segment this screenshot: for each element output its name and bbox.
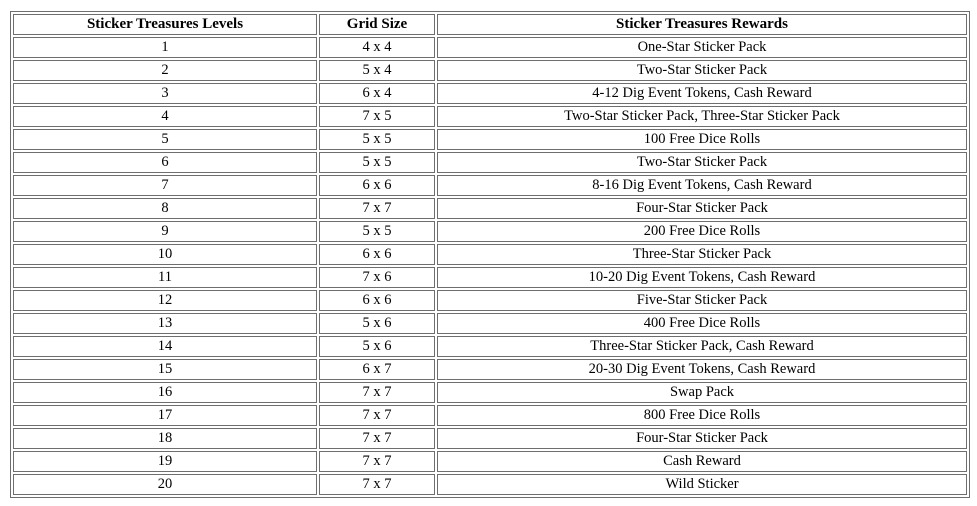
- cell-reward: 800 Free Dice Rolls: [437, 405, 967, 426]
- cell-reward: Two-Star Sticker Pack, Three-Star Sticker Pack: [437, 106, 967, 127]
- cell-level: 16: [13, 382, 317, 403]
- cell-level: 1: [13, 37, 317, 58]
- cell-reward: Cash Reward: [437, 451, 967, 472]
- sticker-treasures-table: [10, 11, 970, 498]
- cell-level: 10: [13, 244, 317, 265]
- cell-reward: 400 Free Dice Rolls: [437, 313, 967, 334]
- table-row: [13, 60, 967, 81]
- cell-level: 2: [13, 60, 317, 81]
- table-row: [13, 37, 967, 58]
- cell-reward: 10-20 Dig Event Tokens, Cash Reward: [437, 267, 967, 288]
- table-row: [13, 359, 967, 380]
- cell-level: 4: [13, 106, 317, 127]
- cell-reward: Two-Star Sticker Pack: [437, 152, 967, 173]
- cell-reward: Swap Pack: [437, 382, 967, 403]
- cell-reward: One-Star Sticker Pack: [437, 37, 967, 58]
- cell-grid-size: 7 x 7: [319, 382, 435, 403]
- cell-level: 20: [13, 474, 317, 495]
- cell-level: 3: [13, 83, 317, 104]
- cell-grid-size: 5 x 5: [319, 221, 435, 242]
- table-row: [13, 382, 967, 403]
- cell-grid-size: 4 x 4: [319, 37, 435, 58]
- cell-grid-size: 7 x 7: [319, 405, 435, 426]
- table-row: [13, 129, 967, 150]
- cell-level: 8: [13, 198, 317, 219]
- table-body: [13, 37, 967, 495]
- column-header-levels: Sticker Treasures Levels: [13, 14, 317, 35]
- cell-grid-size: 7 x 5: [319, 106, 435, 127]
- table-row: [13, 106, 967, 127]
- cell-grid-size: 6 x 6: [319, 244, 435, 265]
- cell-level: 15: [13, 359, 317, 380]
- cell-reward: Four-Star Sticker Pack: [437, 428, 967, 449]
- cell-grid-size: 7 x 7: [319, 428, 435, 449]
- table-row: [13, 290, 967, 311]
- cell-level: 18: [13, 428, 317, 449]
- cell-level: 17: [13, 405, 317, 426]
- cell-level: 6: [13, 152, 317, 173]
- cell-grid-size: 5 x 4: [319, 60, 435, 81]
- cell-reward: Wild Sticker: [437, 474, 967, 495]
- table-row: [13, 175, 967, 196]
- table-row: [13, 267, 967, 288]
- cell-reward: Two-Star Sticker Pack: [437, 60, 967, 81]
- cell-grid-size: 5 x 6: [319, 336, 435, 357]
- cell-grid-size: 7 x 7: [319, 198, 435, 219]
- cell-level: 19: [13, 451, 317, 472]
- cell-reward: Five-Star Sticker Pack: [437, 290, 967, 311]
- cell-grid-size: 6 x 4: [319, 83, 435, 104]
- cell-level: 7: [13, 175, 317, 196]
- cell-reward: 200 Free Dice Rolls: [437, 221, 967, 242]
- cell-reward: 4-12 Dig Event Tokens, Cash Reward: [437, 83, 967, 104]
- cell-reward: 8-16 Dig Event Tokens, Cash Reward: [437, 175, 967, 196]
- cell-grid-size: 6 x 7: [319, 359, 435, 380]
- table-row: [13, 405, 967, 426]
- cell-grid-size: 5 x 6: [319, 313, 435, 334]
- column-header-grid-size: Grid Size: [319, 14, 435, 35]
- table-row: [13, 244, 967, 265]
- cell-level: 9: [13, 221, 317, 242]
- table-row: [13, 198, 967, 219]
- cell-level: 13: [13, 313, 317, 334]
- cell-reward: Three-Star Sticker Pack: [437, 244, 967, 265]
- cell-reward: 20-30 Dig Event Tokens, Cash Reward: [437, 359, 967, 380]
- cell-level: 14: [13, 336, 317, 357]
- cell-grid-size: 7 x 7: [319, 474, 435, 495]
- cell-grid-size: 6 x 6: [319, 175, 435, 196]
- table-row: [13, 221, 967, 242]
- table-header-row: [13, 14, 967, 35]
- cell-reward: Three-Star Sticker Pack, Cash Reward: [437, 336, 967, 357]
- cell-grid-size: 7 x 7: [319, 451, 435, 472]
- column-header-rewards: Sticker Treasures Rewards: [437, 14, 967, 35]
- cell-reward: 100 Free Dice Rolls: [437, 129, 967, 150]
- cell-level: 11: [13, 267, 317, 288]
- table-row: [13, 474, 967, 495]
- cell-grid-size: 5 x 5: [319, 152, 435, 173]
- cell-level: 12: [13, 290, 317, 311]
- cell-grid-size: 5 x 5: [319, 129, 435, 150]
- cell-grid-size: 6 x 6: [319, 290, 435, 311]
- cell-grid-size: 7 x 6: [319, 267, 435, 288]
- table-row: [13, 451, 967, 472]
- cell-level: 5: [13, 129, 317, 150]
- cell-reward: Four-Star Sticker Pack: [437, 198, 967, 219]
- table-row: [13, 83, 967, 104]
- table-row: [13, 152, 967, 173]
- table-row: [13, 428, 967, 449]
- table-row: [13, 313, 967, 334]
- table-row: [13, 336, 967, 357]
